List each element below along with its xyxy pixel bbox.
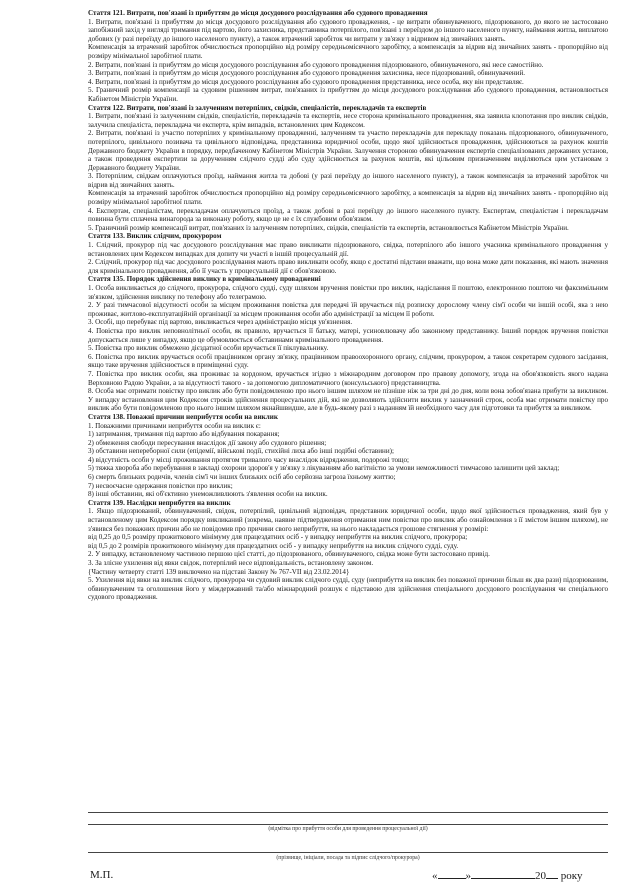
article-paragraph: 1. Якщо підозрюваний, обвинувачений, свідок, потерпілий, цивільний відповідач, представник юридичної особи, щодо якої здійснюється провадження, який був у встановленому цим Кодексом порядку викликаний (зокрема, наявне підтвердження отримання ним повістки про виклик або ознайомлення з її змістом іншим шляхом), не з'явився без поважних причин або не повідомив про причини свого неприбуття, на нього накладається грошове стягнення у розмірі:: [88, 507, 608, 533]
article-paragraph: 7. Повістка про виклик особи, яка проживає за кордоном, вручається згідно з міжнародним договором про правову допомогу, згода на обов'язковість якого надана Верховною Радою України, а за відсутності такого - за допомогою дипломатичного (консульського) представництва.: [88, 369, 608, 387]
arrival-mark-line-1: [88, 812, 608, 813]
article-paragraph: 4. Експертам, спеціалістам, перекладачам оплачуються проїзд, а також добові в разі переїзду до іншого населеного пункту. Експертам, спеціалістам і перекладачам повинна бути сплачена винагорода за виконану роботу, якщо це не є їх службовим обов'язком.: [88, 206, 608, 224]
article-paragraph: 2. У випадку, встановленому частиною першою цієї статті, до підозрюваного, обвинуваченого, свідка може бути застосовано привід.: [88, 550, 490, 559]
article-paragraph: 3. За злісне ухилення від явки свідок, потерпілий несе відповідальність, встановлену законом.: [88, 559, 374, 567]
article-paragraph: 6) смерть близьких родичів, членів сім'ї чи інших близьких осіб або серйозна загроза їхньому життю;: [88, 473, 396, 482]
article-section: [88, 499, 608, 602]
article-paragraph: від 0,5 до 2 розмірів прожиткового мінімуму для працездатних осіб - у випадку неприбуття на виклик слідчого судді, суду.: [88, 541, 459, 550]
article-paragraph: 4. Витрати, пов'язані із прибуттям до місця досудового розслідування або судового провадження представника, несе особа, яку він представляє.: [88, 77, 524, 86]
date-year: 20: [535, 870, 546, 882]
article-paragraph: 2. У разі тимчасової відсутності особи за місцем проживання повістка для передачі їй вручається під розписку дорослому члену сім'ї особи чи іншій особі, яка з нею проживає, житлово-експлуатаційній організації за місцем проживання особи або адміністрації за місцем її роботи.: [88, 301, 608, 318]
article-section: [88, 275, 608, 413]
article-paragraph: 3) обставини непереборної сили (епідемії, військові події, стихійні лиха або інші подібні обставини);: [88, 447, 394, 456]
date-year-suffix: року: [560, 870, 583, 882]
article-title: Стаття 133. Виклик слідчим, прокурором: [88, 232, 222, 241]
article-title: Стаття 139. Наслідки неприбуття на виклик: [88, 498, 231, 507]
article-paragraph: 5. Граничний розмір компенсації за судовим рішенням витрат, пов'язаних із прибуттям до місця досудового розслідування або судового провадження, встановлюється Кабінетом Міністрів України.: [88, 86, 608, 103]
article-paragraph: 2) обмеження свободи пересування внаслідок дії закону або судового рішення;: [88, 438, 327, 447]
article-section: [88, 413, 608, 499]
article-paragraph: від 0,25 до 0,5 розміру прожиткового мінімуму для працездатних осіб - у випадку неприбуття на виклик слідчого, прокурора;: [88, 533, 468, 542]
article-paragraph: 5. Ухилення від явки на виклик слідчого, прокурора чи судовий виклик слідчого судді, суду (неприбуття на виклик без поважної причини більш як два рази) підозрюваним, обвинуваченим та оголошення його у міждержавний та/або міжнародний розшук є підставою для здійснення спеціального досудового розслідування чи спеціального судового провадження.: [88, 576, 608, 602]
article-paragraph: 3. Потерпілим, свідкам оплачуються проїзд, наймання житла та добові (у разі переїзду до іншого населеного пункту), а також компенсація за втрачений заробіток чи відрив від звичайних занять.: [88, 172, 608, 189]
article-paragraph: 3. Витрати, пов'язані із прибуттям до місця досудового розслідування або судового провадження захисника, несе підозрюваний, обвинувачений.: [88, 69, 526, 78]
article-paragraph: 1. Витрати, пов'язані із прибуттям до місця досудового розслідування або судового провадження, - це витрати обвинуваченого, підозрюваного, до якого не застосовано запобіжний захід у вигляді тримання під вартою, його захисника, представника потерпілого, пов'язані з переїздом до іншого населеного пункту, наймання житла, виплатою добових (у разі переїзду до іншого населеного пункту), а також втрачений заробіток чи витрати у зв'язку з відривом від звичайних занять.: [88, 17, 608, 43]
article-paragraph: 5. Повістка про виклик обмежено дієздатної особи вручається її піклувальнику.: [88, 344, 329, 353]
article-section: [88, 104, 608, 233]
article-paragraph: 1. Слідчий, прокурор під час досудового розслідування має право викликати підозрюваного, свідка, потерпілого або іншого учасника кримінального провадження у встановлених цим Кодексом випадках для допиту чи участі в іншій процесуальній дії.: [88, 241, 608, 258]
date-close-quote: »: [465, 870, 471, 882]
article-paragraph: 4) відсутність особи у місці проживання протягом тривалого часу внаслідок відрядження, подорожі тощо;: [88, 455, 409, 464]
arrival-mark-line-2: [88, 824, 608, 825]
article-title: Стаття 121. Витрати, пов'язані із прибуттям до місця досудового розслідування або судового провадження: [88, 9, 428, 17]
article-paragraph: 4. Повістка про виклик неповнолітньої особи, як правило, вручається її батьку, матері, усиновлювачу або законному представнику. Інший порядок вручення повістки допускається лише у випадку, якщо це обумовлюється обставинами кримінального провадження.: [88, 326, 608, 344]
article-paragraph: 7) несвоєчасне одержання повістки про виклик;: [88, 481, 233, 490]
article-title: Стаття 122. Витрати, пов'язані із залученням потерпілих, свідків, спеціалістів, перекладачів та експертів: [88, 103, 427, 112]
signer-caption: (прізвище, ініціали, посада та підпис слідчого/прокурора): [276, 855, 420, 861]
article-paragraph: 1. Особа викликається до слідчого, прокурора, слідчого судді, суду шляхом вручення повістки про виклик, надіслання її поштою, електронною поштою чи факсимільним зв'язком, здійснення виклику по телефону або телеграмою.: [88, 284, 608, 301]
article-paragraph: 2. Витрати, пов'язані із прибуттям до місця досудового розслідування або судового провадження підозрюваного, обвинуваченого, які несе самостійно.: [88, 60, 544, 69]
article-paragraph: 3. Особі, що перебуває під вартою, викликається через адміністрацію місця ув'язнення.: [88, 318, 353, 327]
article-title: Стаття 138. Поважні причини неприбуття особи на виклик: [88, 412, 278, 421]
article-title: Стаття 135. Порядок здійснення виклику в кримінальному провадженні: [88, 275, 321, 284]
article-paragraph: 1. Поважними причинами неприбуття особи на виклик є:: [88, 421, 261, 430]
article-paragraph: 1. Витрати, пов'язані із залученням свідків, спеціалістів, перекладачів та експертів, несе сторона кримінального провадження, яка заявила клопотання про виклик свідків, залучила спеціаліста, перекладача чи експерта, крім випадків, встановлених цим Кодексом.: [88, 112, 608, 129]
article-paragraph: 1) затримання, тримання під вартою або відбування покарання;: [88, 430, 280, 439]
article-paragraph: 2. Слідчий, прокурор під час досудового розслідування мають право викликати особу, якщо є достатні підстави вважати, що вона може дати показання, які мають значення для кримінального провадження, або її участь у процесуальній дії є обов'язковою.: [88, 258, 608, 275]
article-paragraph: 6. Повістка про виклик вручається особі працівником органу зв'язку, працівником правоохоронного органу, слідчим, прокурором, а також секретарем судового засідання, якщо таке вручення здійснюється в приміщенні суду.: [88, 352, 608, 370]
date-line: [432, 869, 582, 882]
article-section: [88, 9, 608, 104]
article-paragraph: Компенсація за втрачений заробіток обчислюється пропорційно від розміру середньомісячного заробітку, а компенсація за відрив від звичайних занять - пропорційно від розміру мінімальної заробітної плати.: [88, 189, 608, 207]
article-paragraph: {Частину четверту статті 139 виключено на підставі Закону № 767-VII від 23.02.2014}: [88, 567, 350, 576]
date-open-quote: «: [432, 870, 438, 882]
article-paragraph: 5) тяжка хвороба або перебування в закладі охорони здоров'я у зв'язку з лікуванням або вагітністю за умови неможливості тимчасово залишити цей заклад;: [88, 464, 560, 473]
article-paragraph: 5. Граничний розмір компенсації витрат, пов'язаних із залученням потерпілих, свідків, спеціалістів та експертів, встановлюється Кабінетом Міністрів України.: [88, 223, 569, 232]
article-paragraph: Компенсація за втрачений заробіток обчислюється пропорційно від розміру середньомісячного заробітку, а компенсація за відрив від звичайних занять - пропорційно від розміру мінімальної заробітної плати.: [88, 43, 608, 60]
article-paragraph: 8. Особа має отримати повістку про виклик або бути повідомленою про нього іншим шляхом не пізніше ніж за три дні до дня, коли вона зобов'язана прибути за викликом. У випадку встановлення цим Кодексом строків здійснення процесуальних дій, які не дозволяють здійснити виклик у зазначений строк, особа має отримати повістку про виклик або бути повідомленою про нього іншим шляхом якнайшвидше, але в будь-якому разі з наданням їй необхідного часу для підготовки та прибуття за викликом.: [88, 387, 608, 413]
seal-placeholder: М.П.: [90, 869, 114, 881]
article-section: [88, 232, 608, 275]
article-paragraph: 2. Витрати, пов'язані із участю потерпілих у кримінальному провадженні, залученням та участю перекладачів для перекладу показань підозрюваного, обвинуваченого, потерпілого, цивільного позивача та цивільного відповідача, представника юридичної особи, щодо якої здійснюється провадження, здійснюються за рахунок коштів Державного бюджету України в порядку, передбаченому Кабінетом Міністрів України. Залучення стороною обвинувачення експертів спеціалізованих державних установ, а також проведення експертизи за дорученням слідчого судді або суду здійснюється за рахунок коштів, які цільовим призначенням виділяються цим установам з Державного бюджету України.: [88, 129, 608, 172]
signer-line: [88, 852, 608, 853]
arrival-mark-caption: (відмітка про прибуття особи для проведення процесуальної дії): [268, 826, 428, 832]
document-body: [88, 9, 608, 602]
article-paragraph: 8) інші обставини, які об'єктивно унеможливлюють з'явлення особи на виклик.: [88, 490, 328, 499]
